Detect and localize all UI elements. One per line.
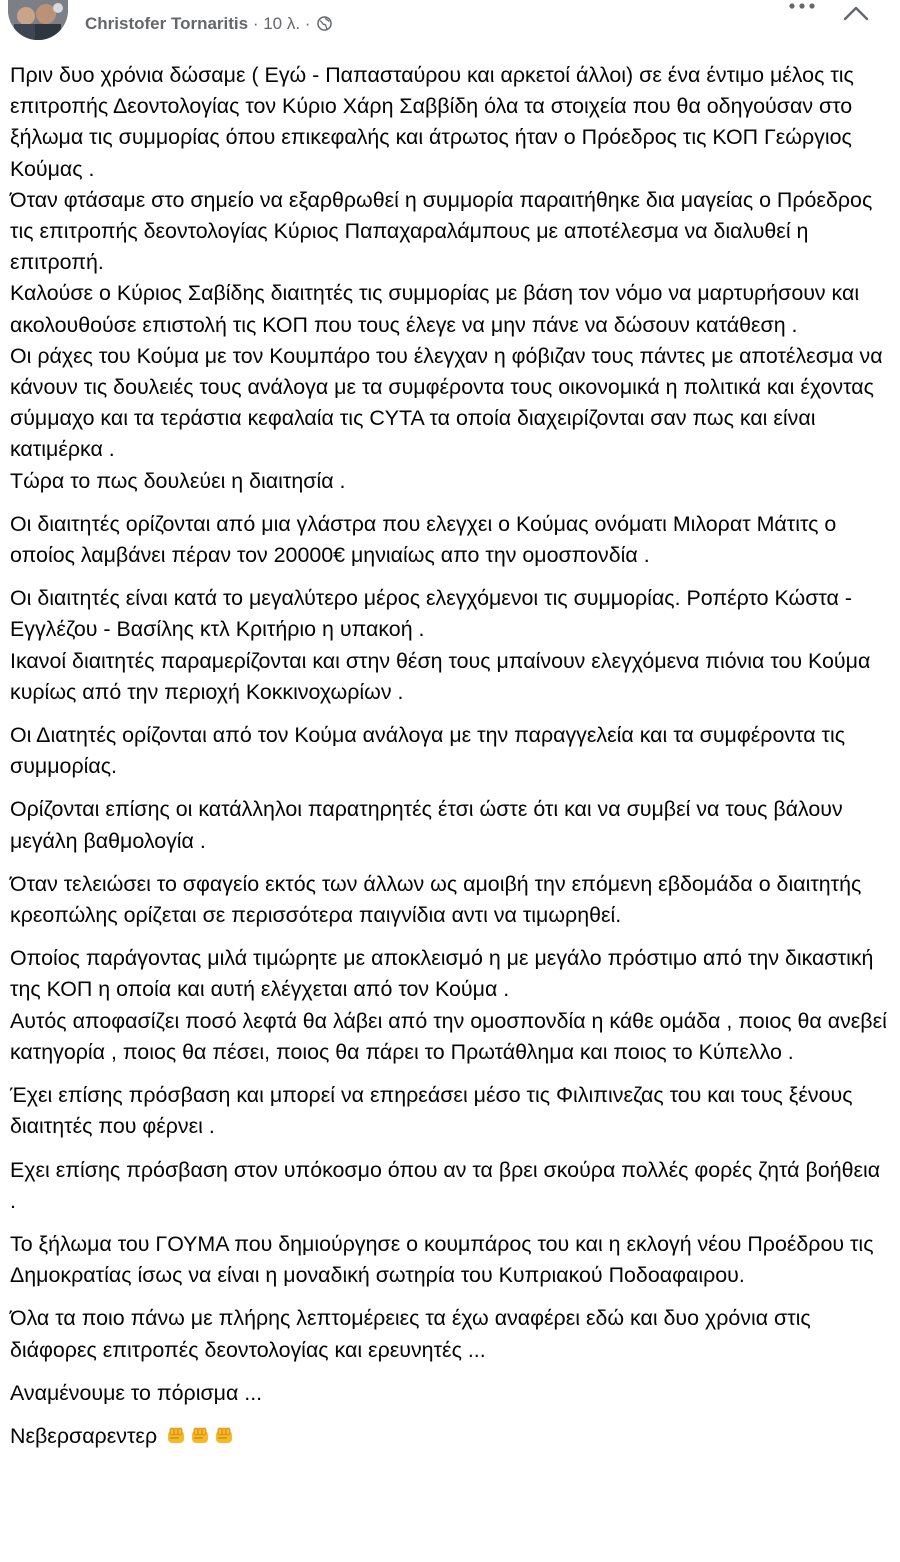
more-options-icon[interactable] xyxy=(787,0,817,14)
emoji-row xyxy=(163,1424,235,1448)
post-paragraph: Οι διαιτητές ορίζονται από μια γλάστρα που ελεγχει ο Κούμας ονόματι Μιλορατ Μάτιτς ο οποίος λαμβάνει πέραν τον 20000€ μηνιαίως απο την ομοσπονδία . xyxy=(10,511,837,568)
post-paragraph: Έχει επίσης πρόσβαση και μπορεί να επηρεάσει μέσο τις Φιλιπινεζας του και τους ξένους διαιτητές που φέρνει . xyxy=(10,1083,853,1139)
post-paragraph: Όταν τελειώσει το σφαγείο εκτός των άλλων ως αμοιβή την επόμενη εβδομάδα ο διαιτητής κρεοπώλης ορίζεται σε περισσότερα παιγνίδια αντι να τιμωρηθεί. xyxy=(10,871,862,928)
post-paragraph: Το ξήλωμα του ΓΟΥΜΑ που δημιούργησε ο κουμπάρος του και η εκλογή νέου Προέδρου τις Δημοκρατίας ίσως να είναι η μοναδική σωτηρία του Κυπριακού Ποδοαφαιρου. xyxy=(10,1231,874,1288)
oncoming-fist-icon xyxy=(165,1426,187,1446)
post-paragraph: Πριν δυο χρόνια δώσαμε ( Εγώ - Παπασταύρου και αρκετοί άλλοι) σε ένα έντιμο μέλος τις επιτροπής Δεοντολογίας τον Κύριο Χάρη Σαββίδη όλα τα στοιχεία που θα οδηγούσαν στο ξήλωμα τις συμμορίας όπου επικεφαλής και άτρωτος ήταν ο Πρόεδρος τις ΚΟΠ Γεώργιος Κούμας . Όταν φτάσαμε στο σημείο να εξαρθρωθεί η συμμορία παραιτήθηκε δια μαγείας ο Πρόεδρος τις επιτροπής δεοντολογίας Κύριος Παπαχαραλάμπους με αποτέλεσμα να διαλυθεί η επιτροπή. Καλούσε ο Κύριος Σαβίδης διαιτητές τις συμμορίας με βάση τον νόμο να μαρτυρήσουν και ακολουθούσε επιστολή τις ΚΟΠ που τους έλεγε να μην πάνε να δώσουν κατάθεση . Οι ράχες του Κούμα με τον Κουμπάρο του έλεγχαν η φόβιζαν τους πάντες με αποτέλεσμα να κάνουν τις δουλειές τους ανάλογα με τα συμφέροντα τους οικονομικά η πολιτικά και έχοντας σύμμαχο και τα τεράστια κεφαλαία τις CYTA τα οποία διαχειρίζονται σαν πως και είναι κατιμέρκα . Τώρα το πως δουλεύει η διαιτησία . xyxy=(10,63,883,493)
post-body xyxy=(10,60,890,1464)
post-paragraph: Οι διαιτητές είναι κατά το μεγαλύτερο μέρος ελεγχόμενοι τις συμμορίας. Ροπέρτο Κώστα - Εγγλέζου - Βασίλης κτλ Κριτήριο η υπακοή . Ικανοί διαιτητές παραμερίζονται και στην θέση τους μπαίνουν ελεγχόμενα πιόνια του Κούμα κυρίως από την περιοχή Κοκκινοχωρίων . xyxy=(10,586,871,704)
post-paragraph: Ορίζονται επίσης οι κατάλληλοι παρατηρητές έτσι ώστε ότι και να συμβεί να τους βάλουν μεγάλη βαθμολογία . xyxy=(10,797,843,853)
author-name[interactable]: Christofer Tornaritis xyxy=(85,14,249,33)
oncoming-fist-icon xyxy=(213,1426,235,1446)
post-header xyxy=(0,0,900,44)
post-paragraph: Όλα τα ποιο πάνω με πλήρης λεπτομέρειες τα έχω αναφέρει εδώ και δυο χρόνια στις διάφορες επιτροπές δεοντολογίας και ερευνητές ... xyxy=(10,1306,811,1362)
globe-icon[interactable] xyxy=(317,16,332,31)
post-signoff xyxy=(10,1421,890,1452)
signoff-text: Νεβερσαρεντερ xyxy=(10,1423,158,1448)
oncoming-fist-icon xyxy=(189,1426,211,1446)
post-paragraph: Αναμένουμε το πόρισμα ... xyxy=(10,1380,263,1405)
post-paragraph: Εχει επίσης πρόσβαση στον υπόκοσμο όπου αν τα βρει σκούρα πολλές φορές ζητά βοήθεια . xyxy=(10,1157,881,1213)
post-paragraph: Οι Διατητές ορίζονται από τον Κούμα ανάλογα με την παραγγελεία και τα συμφέροντα τις συμμορίας. xyxy=(10,723,846,779)
post-timestamp[interactable]: · 10 λ. · xyxy=(248,14,316,33)
post-paragraph: Οποίος παράγοντας μιλά τιμώρητε με αποκλεισμό η με μεγάλο πρόστιμο από την δικαστική της ΚΟΠ η οποία και αυτή ελέγχεται από τον Κούμα . Αυτός αποφασίζει ποσό λεφτά θα λάβει από την ομοσπονδία η κάθε ομάδα , ποιος θα ανεβεί κατηγορία , ποιος θα πέσει, ποιος θα πάρει το Πρωτάθλημα και ποιος το Κύπελλο . xyxy=(10,946,887,1064)
avatar[interactable] xyxy=(8,0,68,40)
post-author xyxy=(85,14,332,34)
chevron-up-icon[interactable] xyxy=(843,2,869,24)
